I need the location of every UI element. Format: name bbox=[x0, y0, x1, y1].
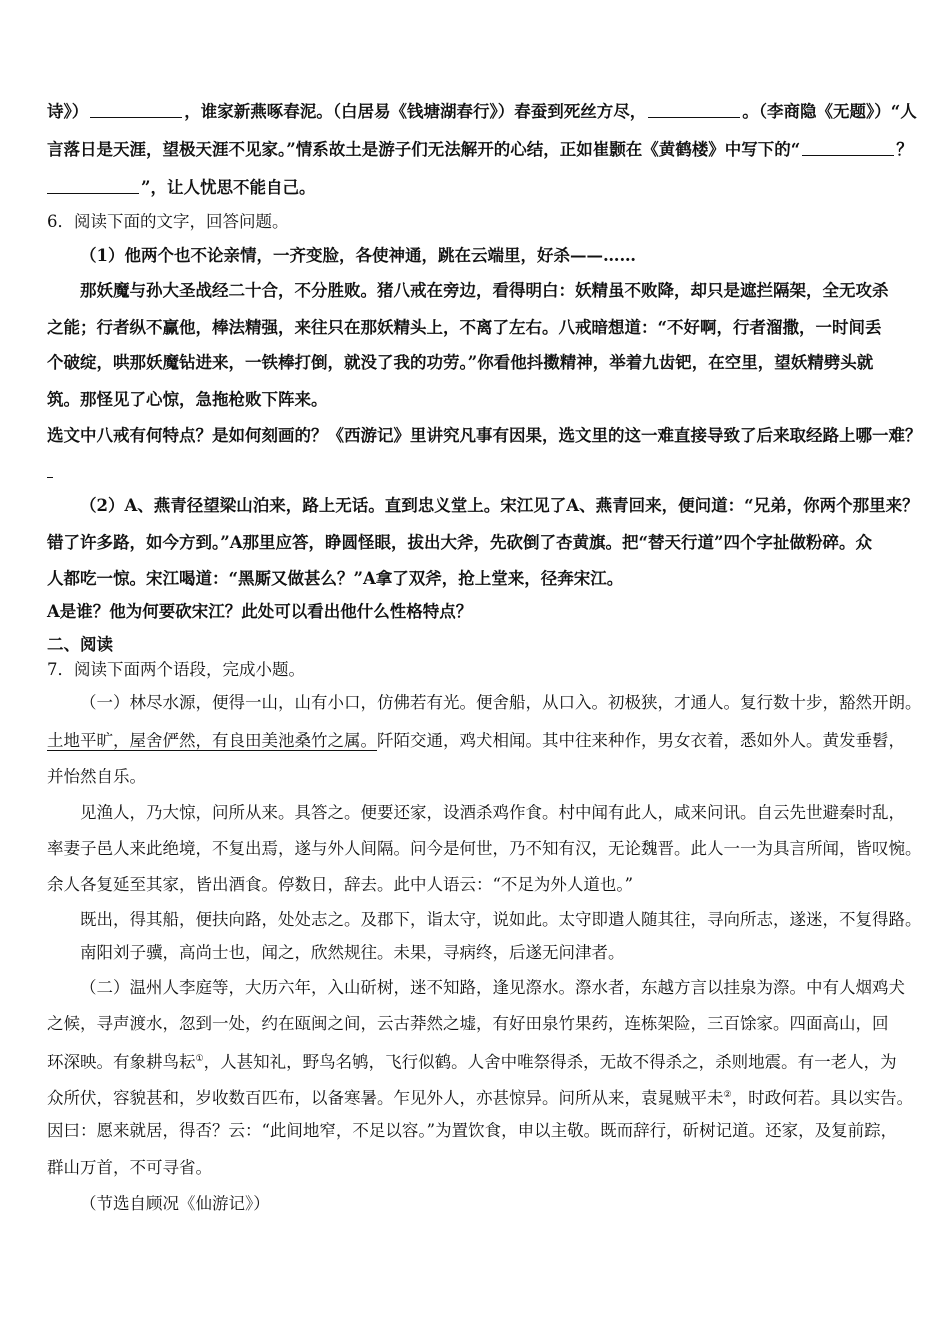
answer-blank[interactable] bbox=[802, 141, 894, 156]
q6-passage2-line: 人都吃一惊。宋江喝道：“黑厮又做甚么？”A拿了双斧，抢上堂来，径奔宋江。 bbox=[47, 569, 624, 588]
answer-blank[interactable] bbox=[90, 103, 182, 118]
q7-intro: 7．阅读下面两个语段，完成小题。 bbox=[47, 660, 305, 679]
passage-b-line: 群山万首，不可寻省。 bbox=[47, 1158, 212, 1177]
source-citation: （节选自顾况《仙游记》） bbox=[80, 1194, 270, 1213]
passage-a-line bbox=[47, 731, 905, 751]
q5-text: 诗》） bbox=[47, 102, 89, 121]
passage-b-text: ，时政何若。具以实告。 bbox=[731, 1088, 914, 1108]
q6-question2: A是谁？他为何要砍宋江？此处可以看出他什么性格特点？ bbox=[47, 602, 473, 621]
passage-a-line: （一）林尽水源，便得一山，山有小口，仿佛若有光。便舍船，从口入。初极狭，才通人。复行数十步，豁然开朗。 bbox=[80, 693, 922, 712]
passage-b-line bbox=[47, 1085, 913, 1109]
q6-passage2-line: 错了许多路，如今方到。”A那里应答，睁圆怪眼，拔出大斧，先砍倒了杏黄旗。把“替天行道”四个字扯做粉碎。众 bbox=[47, 533, 873, 552]
passage-b-line: 因曰：愿来就居，得否？云：“此间地窄，不足以容。”为置饮食，申以主敬。既而辞行，斫树记道。还家，及复前踪， bbox=[47, 1121, 898, 1140]
q6-passage1-line: 之能；行者纵不赢他，棒法精强，来往只在那妖精头上，不离了左右。八戒暗想道：“不好啊，行者溜撒，一时间丢 bbox=[47, 318, 882, 337]
q6-question1: 选文中八戒有何特点？是如何刻画的？《西游记》里讲究凡事有因果，选文里的这一难直接导致了后来取经路上哪一难？ bbox=[47, 426, 922, 445]
passage-a-line: 见渔人，乃大惊，问所从来。具答之。便要还家，设酒杀鸡作食。村中闻有此人，咸来问讯。自云先世避秦时乱， bbox=[80, 803, 905, 822]
section-title: 二、阅读 bbox=[47, 635, 113, 654]
q5-line-3 bbox=[47, 178, 316, 198]
passage-b-line: （二）温州人李庭等，大历六年，入山斫树，迷不知路，逢见漈水。漈水者，东越方言以挂泉为漈。中有人烟鸡犬 bbox=[80, 978, 905, 997]
underlined-sentence: 土地平旷，屋舍俨然，有良田美池桑竹之属。 bbox=[47, 731, 377, 750]
q6-passage1-line: 个破绽，哄那妖魔钻进来，一铁棒打倒，就没了我的功劳。”你看他抖擞精神，举着九齿钯，在空里，望妖精劈头就 bbox=[47, 353, 874, 372]
passage-b-text: 环深映。有象耕鸟耘 bbox=[47, 1052, 196, 1072]
q5-text: ”，让人忧思不能自己。 bbox=[141, 178, 316, 197]
footnote-marker: ① bbox=[195, 1054, 204, 1064]
q5-text: ，谁家新燕啄春泥。（白居易《钱塘湖春行》）春蚕到死丝方尽， bbox=[184, 102, 647, 121]
q6-passage2-line: （2）A、燕青径望梁山泊来，路上无话。直到忠义堂上。宋江见了A、燕青回来，便问道：“兄弟，你两个那里来？ bbox=[80, 496, 919, 515]
q5-line-2 bbox=[47, 140, 913, 160]
passage-a-line: 既出，得其船，便扶向路，处处志之。及郡下，诣太守，说如此。太守即遣人随其往，寻向所志，遂迷，不复得路。 bbox=[80, 910, 922, 929]
q5-text: 。（李商隐《无题》）“人 bbox=[742, 102, 917, 121]
q6-passage1-line: 那妖魔与孙大圣战经二十合，不分胜败。猪八戒在旁边，看得明白：妖精虽不败降，却只是遮拦隔架，全无攻杀 bbox=[80, 281, 889, 300]
answer-blank[interactable] bbox=[47, 463, 53, 478]
q5-text: ？ bbox=[896, 140, 913, 159]
q6-intro: 6．阅读下面的文字，回答问题。 bbox=[47, 212, 289, 231]
answer-blank[interactable] bbox=[47, 179, 139, 194]
answer-blank[interactable] bbox=[648, 103, 740, 118]
passage-b-line bbox=[47, 1049, 897, 1073]
passage-a-line: 余人各复延至其家，皆出酒食。停数日，辞去。此中人语云：“不足为外人道也。” bbox=[47, 875, 634, 894]
q6-passage1-line: 筑。那怪见了心惊，急拖枪败下阵来。 bbox=[47, 390, 328, 409]
q5-text: 言落日是天涯，望极天涯不见家。”情系故土是游子们无法解开的心结，正如崔颢在《黄鹤楼》中写下的“ bbox=[47, 140, 801, 159]
passage-a-line: 并怡然自乐。 bbox=[47, 767, 146, 786]
passage-a-text: 阡陌交通，鸡犬相闻。其中往来种作，男女衣着，悉如外人。黄发垂髫， bbox=[377, 731, 905, 750]
q6-answer1-line[interactable] bbox=[47, 462, 53, 482]
passage-b-text: 众所伏，容貌甚和，岁收数百匹布，以备寒暑。乍见外人，亦甚惊异。问所从来，袁晁贼平未 bbox=[47, 1088, 724, 1108]
passage-b-line: 之候，寻声渡水，忽到一处，约在瓯闽之间，云古莽然之墟，有好田泉竹果药，连栋架险，三百馀家。四面高山，回 bbox=[47, 1014, 889, 1033]
passage-b-text: ，人甚知礼，野鸟名鸲，飞行似鹤。人舍中唯祭得杀，无故不得杀之，杀则地震。有一老人，为 bbox=[203, 1052, 897, 1072]
footnote-marker: ② bbox=[723, 1090, 732, 1100]
passage-a-line: 南阳刘子骥，高尚士也，闻之，欣然规往。未果，寻病终，后遂无问津者。 bbox=[80, 943, 625, 962]
q5-line-1 bbox=[47, 102, 917, 122]
passage-a-line: 率妻子邑人来此绝境，不复出焉，遂与外人间隔。问今是何世，乃不知有汉，无论魏晋。此人一一为具言所闻，皆叹惋。 bbox=[47, 839, 922, 858]
q6-passage1-head: （1）他两个也不论亲情，一齐变脸，各使神通，跳在云端里，好杀——…… bbox=[80, 246, 636, 265]
